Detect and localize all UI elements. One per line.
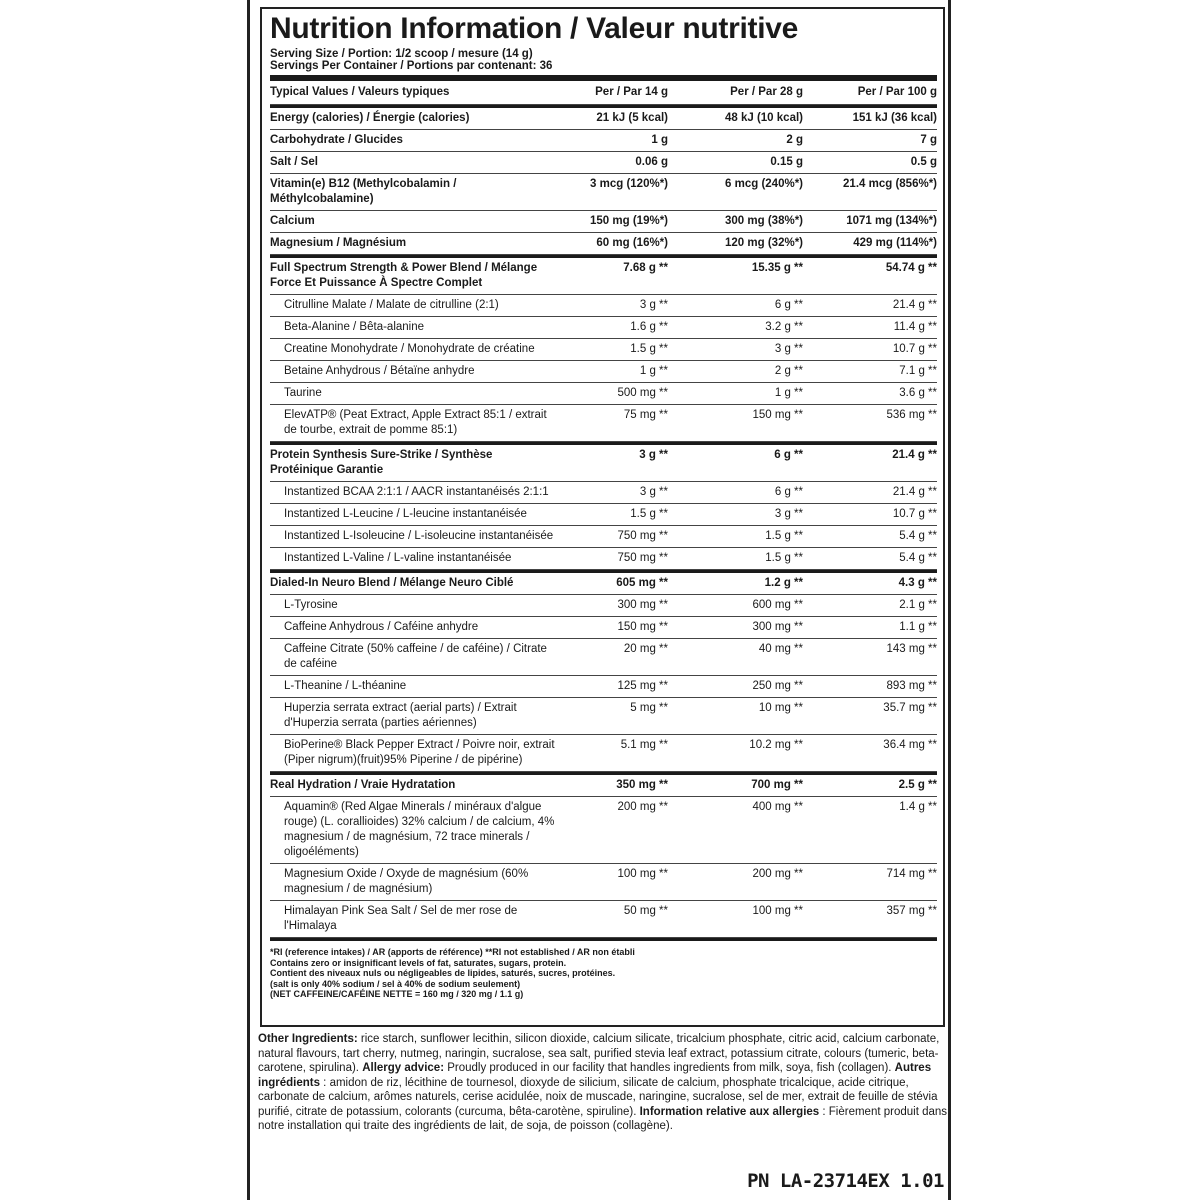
value-per-100g: 3.6 g **	[899, 387, 937, 399]
value-per-100g: 21.4 mcg (856%*)	[843, 178, 937, 190]
value-per-28g: 15.35 g **	[751, 262, 803, 274]
value-per-100g: 36.4 mg **	[883, 739, 937, 751]
autres-label: Autres ingrédients	[258, 1062, 932, 1089]
nutrient-name: Instantized BCAA 2:1:1 / AACR instantanéisés 2:1:1	[284, 486, 549, 498]
value-per-14g: 3 g **	[639, 299, 668, 311]
nutrient-name: ElevATP® (Peat Extract, Apple Extract 85:1 / extrait de tourbe, extrait de pomme 85:1)	[284, 409, 547, 436]
header-typical-values: Typical Values / Valeurs typiques	[270, 86, 450, 98]
value-per-14g: 125 mg **	[617, 680, 668, 692]
nutrient-name: Betaine Anhydrous / Bétaïne anhydre	[284, 365, 475, 377]
value-per-28g: 200 mg **	[752, 868, 803, 880]
table-row	[270, 676, 937, 698]
value-per-14g: 1 g **	[639, 365, 668, 377]
value-per-100g: 21.4 g **	[892, 449, 937, 461]
table-row	[270, 526, 937, 548]
nutrient-name: Caffeine Citrate (50% caffeine / de caféine) / Citrate de caféine	[284, 643, 547, 670]
footnote-line: (salt is only 40% sodium / sel à 40% de sodium seulement)	[270, 978, 521, 989]
nutrient-name: Magnesium Oxide / Oxyde de magnésium (60% magnesium / de magnésium)	[284, 868, 529, 895]
value-per-14g: 500 mg **	[617, 387, 668, 399]
value-per-14g: 200 mg **	[617, 801, 668, 813]
nutrient-name: L-Theanine / L-théanine	[284, 680, 407, 692]
autres-ingredients: : amidon de riz, lécithine de tournesol, dioxyde de silicium, silicate de calcium, phosphate tricalcique, acide citrique, carbonate de calcium, arômes naturels, cerise acidulée, noix de muscade, naringine, sucralose, sel de mer, extrait de feuille de stévia purifié, citrate de potassium, colorants (curcuma, bêta-carotène, spiruline).	[258, 1076, 938, 1118]
header-per-14g: Per / Par 14 g	[595, 86, 668, 98]
table-row	[270, 772, 937, 797]
value-per-100g: 2.5 g **	[898, 779, 937, 791]
table-row	[270, 617, 937, 639]
nutrient-name: Vitamin(e) B12 (Methylcobalamin / Méthylcobalamine)	[270, 178, 457, 205]
nutrient-name: Protein Synthesis Sure-Strike / Synthèse Protéinique Garantie	[270, 449, 493, 476]
value-per-100g: 10.7 g **	[892, 508, 937, 520]
table-row	[270, 442, 937, 482]
value-per-28g: 6 g **	[774, 299, 803, 311]
table-row	[270, 595, 937, 617]
value-per-14g: 750 mg **	[617, 530, 668, 542]
value-per-100g: 2.1 g **	[899, 599, 937, 611]
table-row	[270, 797, 937, 864]
table-row	[270, 255, 937, 295]
value-per-14g: 60 mg (16%*)	[596, 237, 668, 249]
value-per-28g: 3 g **	[774, 508, 803, 520]
serving-size: Serving Size / Portion: 1/2 scoop / mesure (14 g)	[270, 48, 533, 60]
nutrition-title: Nutrition Information / Valeur nutritive	[270, 12, 799, 45]
table-row	[270, 339, 937, 361]
value-per-28g: 250 mg **	[752, 680, 803, 692]
footnotes	[270, 947, 937, 1000]
value-per-100g: 151 kJ (36 kcal)	[852, 112, 937, 124]
value-per-100g: 7.1 g **	[899, 365, 937, 377]
table-row	[270, 698, 937, 735]
table-row	[270, 864, 937, 901]
value-per-100g: 893 mg **	[886, 680, 937, 692]
nutrient-name: Dialed-In Neuro Blend / Mélange Neuro Ciblé	[270, 577, 514, 589]
table-row	[270, 570, 937, 595]
nutrient-name: Himalayan Pink Sea Salt / Sel de mer rose de l'Himalaya	[284, 905, 518, 932]
value-per-28g: 1.5 g **	[765, 552, 803, 564]
other-ingredients: rice starch, sunflower lecithin, silicon dioxide, calcium silicate, tricalcium phosphate, citric acid, calcium carbonate, natural flavours, tart cherry, nutmeg, naringin, sucralose, sea salt, purified stevia leaf extract, potassium citrate, colours (tumeric, beta-carotene, spirulina).	[258, 1033, 940, 1074]
value-per-28g: 6 g **	[774, 449, 803, 461]
value-per-100g: 21.4 g **	[892, 299, 937, 311]
value-per-14g: 1 g	[651, 134, 668, 146]
table-row	[270, 174, 937, 211]
servings-per-container: Servings Per Container / Portions par contenant: 36	[270, 60, 553, 72]
value-per-28g: 600 mg **	[752, 599, 803, 611]
value-per-28g: 3 g **	[774, 343, 803, 355]
footnote-line: Contains zero or insignificant levels of fat, saturates, sugars, protein.	[270, 957, 567, 968]
value-per-28g: 10.2 mg **	[749, 739, 803, 751]
nutrient-rows	[270, 108, 937, 938]
value-per-28g: 2 g	[786, 134, 803, 146]
value-per-14g: 150 mg (19%*)	[590, 215, 668, 227]
table-row	[270, 108, 937, 130]
nutrient-name: Huperzia serrata extract (aerial parts) / Extrait d'Huperzia serrata (parties aériennes)	[284, 702, 517, 729]
info-allergies-label: Information relative aux allergies	[639, 1105, 820, 1118]
value-per-28g: 6 g **	[774, 486, 803, 498]
value-per-100g: 1.1 g **	[899, 621, 937, 633]
value-per-28g: 1 g **	[774, 387, 803, 399]
value-per-28g: 700 mg **	[751, 779, 803, 791]
value-per-100g: 357 mg **	[886, 905, 937, 917]
nutrient-name: Calcium	[270, 215, 315, 227]
table-header	[270, 81, 937, 105]
nutrient-name: Caffeine Anhydrous / Caféine anhydre	[284, 621, 479, 633]
value-per-28g: 1.5 g **	[765, 530, 803, 542]
table-row	[270, 482, 937, 504]
nutrition-facts-box	[260, 7, 945, 1027]
table-row	[270, 233, 937, 255]
nutrient-name: L-Tyrosine	[284, 599, 338, 611]
value-per-14g: 100 mg **	[617, 868, 668, 880]
part-number: PN LA-23714EX 1.01	[747, 1170, 944, 1192]
value-per-14g: 1.5 g **	[630, 343, 668, 355]
value-per-28g: 6 mcg (240%*)	[725, 178, 803, 190]
value-per-14g: 1.5 g **	[630, 508, 668, 520]
value-per-14g: 3 g **	[639, 449, 668, 461]
value-per-100g: 429 mg (114%*)	[853, 237, 937, 249]
value-per-28g: 10 mg **	[758, 702, 803, 714]
value-per-28g: 48 kJ (10 kcal)	[724, 112, 803, 124]
value-per-14g: 75 mg **	[623, 409, 668, 421]
value-per-28g: 120 mg (32%*)	[725, 237, 803, 249]
value-per-100g: 10.7 g **	[892, 343, 937, 355]
value-per-14g: 605 mg **	[616, 577, 668, 589]
value-per-28g: 300 mg **	[752, 621, 803, 633]
other-ingredients-label: Other Ingredients:	[258, 1033, 358, 1045]
header-per-28g: Per / Par 28 g	[730, 86, 803, 98]
nutrient-name: Full Spectrum Strength & Power Blend / Mélange Force Et Puissance À Spectre Complet	[270, 262, 538, 289]
table-row	[270, 639, 937, 676]
nutrient-name: Taurine	[284, 387, 322, 399]
value-per-100g: 714 mg **	[886, 868, 937, 880]
nutrient-name: Salt / Sel	[270, 156, 318, 168]
nutrient-name: Creatine Monohydrate / Monohydrate de créatine	[284, 343, 535, 355]
table-row	[270, 405, 937, 442]
value-per-14g: 1.6 g **	[630, 321, 668, 333]
footnote-line: *RI (reference intakes) / AR (apports de référence) **RI not established / AR non établi	[270, 947, 635, 957]
table-row	[270, 383, 937, 405]
value-per-14g: 750 mg **	[617, 552, 668, 564]
value-per-28g: 100 mg **	[752, 905, 803, 917]
value-per-28g: 1.2 g **	[764, 577, 803, 589]
value-per-14g: 0.06 g	[635, 156, 668, 168]
nutrient-name: Aquamin® (Red Algae Minerals / minéraux d'algue rouge) (L. corallioides) 32% calcium / de calcium, 4% magnesium / de magnésium, 72 trace minerals / oligoéléments)	[284, 801, 555, 858]
value-per-100g: 4.3 g **	[898, 577, 937, 589]
footnote-line: (NET CAFFEINE/CAFÉINE NETTE = 160 mg / 320 mg / 1.1 g)	[270, 989, 524, 999]
header-per-100g: Per / Par 100 g	[857, 86, 937, 98]
value-per-14g: 20 mg **	[623, 643, 668, 655]
nutrient-name: BioPerine® Black Pepper Extract / Poivre noir, extrait (Piper nigrum)(fruit)95% Piperine / de pipérine)	[284, 739, 555, 766]
nutrient-name: Instantized L-Isoleucine / L-isoleucine instantanéisée	[284, 530, 554, 542]
nutrient-name: Carbohydrate / Glucides	[270, 134, 403, 146]
table-row	[270, 295, 937, 317]
value-per-100g: 54.74 g **	[885, 262, 937, 274]
table-row	[270, 211, 937, 233]
value-per-100g: 5.4 g **	[899, 530, 937, 542]
value-per-100g: 35.7 mg **	[883, 702, 937, 714]
table-row	[270, 735, 937, 772]
value-per-100g: 143 mg **	[886, 643, 937, 655]
value-per-100g: 11.4 g **	[893, 321, 937, 333]
info-allergies: : Fièrement produit dans notre installation qui traite des ingrédients de lait, de soja, de poisson (collagène).	[258, 1105, 948, 1132]
nutrient-name: Instantized L-Leucine / L-leucine instantanéisée	[284, 508, 527, 520]
value-per-28g: 150 mg **	[752, 409, 803, 421]
value-per-100g: 1.4 g **	[899, 801, 937, 813]
value-per-100g: 21.4 g **	[892, 486, 937, 498]
value-per-100g: 5.4 g **	[899, 552, 937, 564]
table-row	[270, 548, 937, 570]
nutrient-name: Magnesium / Magnésium	[270, 237, 407, 249]
divider-bottom	[270, 938, 937, 941]
value-per-28g: 3.2 g **	[765, 321, 803, 333]
value-per-28g: 2 g **	[774, 365, 803, 377]
value-per-14g: 50 mg **	[623, 905, 668, 917]
nutrient-name: Citrulline Malate / Malate de citrulline (2:1)	[284, 299, 499, 311]
nutrient-name: Instantized L-Valine / L-valine instantanéisée	[284, 552, 512, 564]
value-per-28g: 300 mg (38%*)	[725, 215, 803, 227]
table-row	[270, 901, 937, 938]
value-per-28g: 400 mg **	[752, 801, 803, 813]
footnote-line: Contient des niveaux nuls ou négligeables de lipides, saturés, sucres, protéines.	[270, 968, 616, 978]
value-per-14g: 21 kJ (5 kcal)	[596, 112, 668, 124]
value-per-14g: 7.68 g **	[623, 262, 668, 274]
value-per-14g: 350 mg **	[616, 779, 668, 791]
table-row	[270, 152, 937, 174]
value-per-100g: 7 g	[920, 134, 937, 146]
value-per-14g: 3 mcg (120%*)	[590, 178, 668, 190]
table-row	[270, 504, 937, 526]
value-per-14g: 3 g **	[639, 486, 668, 498]
value-per-14g: 5 mg **	[630, 702, 668, 714]
table-row	[270, 130, 937, 152]
value-per-100g: 0.5 g	[910, 156, 937, 168]
value-per-28g: 0.15 g	[770, 156, 803, 168]
table-row	[270, 361, 937, 383]
value-per-14g: 300 mg **	[617, 599, 668, 611]
nutrient-name: Energy (calories) / Énergie (calories)	[270, 112, 470, 124]
value-per-28g: 40 mg **	[758, 643, 803, 655]
ingredients-text	[258, 1032, 948, 1134]
table-row	[270, 317, 937, 339]
value-per-100g: 536 mg **	[886, 409, 937, 421]
allergy-label: Allergy advice:	[362, 1062, 445, 1074]
value-per-100g: 1071 mg (134%*)	[846, 215, 937, 227]
nutrient-name: Beta-Alanine / Bêta-alanine	[284, 321, 425, 333]
value-per-14g: 150 mg **	[617, 621, 668, 633]
value-per-14g: 5.1 mg **	[620, 739, 668, 751]
nutrient-name: Real Hydration / Vraie Hydratation	[270, 779, 456, 791]
allergy-advice: Proudly produced in our facility that handles ingredients from milk, soya, fish (collagen).	[444, 1062, 895, 1074]
